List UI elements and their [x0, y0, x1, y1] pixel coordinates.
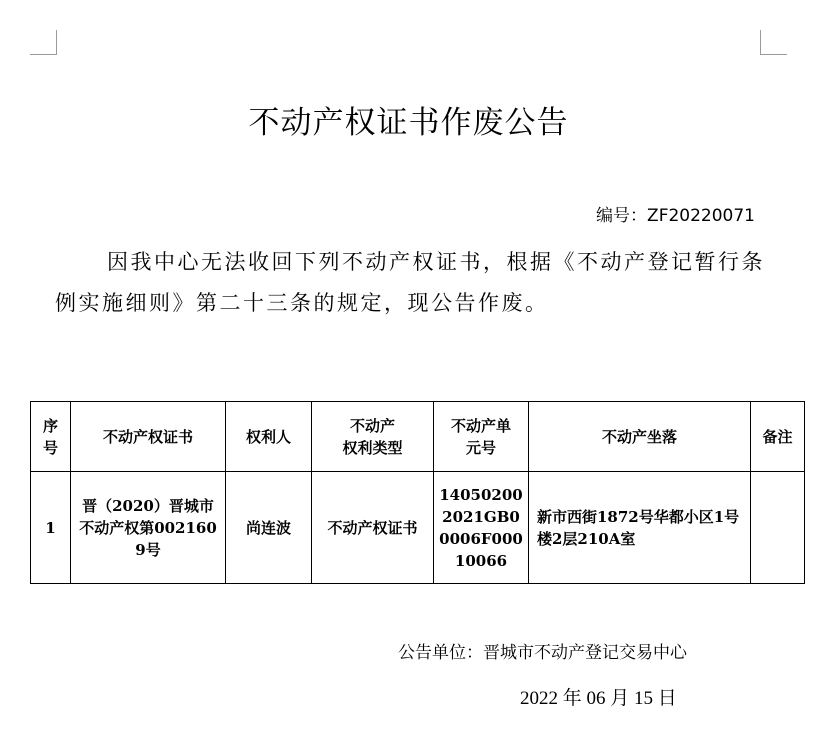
serial-value: ZF20220071 — [647, 206, 755, 226]
header-cert: 不动产权证书 — [71, 402, 226, 472]
issue-date: 2022 年 06 月 15 日 — [520, 688, 677, 709]
header-location: 不动产坐落 — [529, 402, 751, 472]
certificate-table — [30, 401, 805, 584]
cell-holder: 尚连波 — [226, 472, 312, 584]
cell-right-type: 不动产权证书 — [312, 472, 434, 584]
table-row — [31, 472, 805, 584]
header-unit-no: 不动产单 元号 — [434, 402, 529, 472]
announcement-paragraph — [55, 242, 765, 324]
cell-remark — [751, 472, 805, 584]
serial-number — [596, 204, 755, 228]
cell-seq: 1 — [31, 472, 71, 584]
cell-cert: 晋（2020）晋城市不动产权第0021609号 — [71, 472, 226, 584]
cell-unit-no: 140502002021GB00006F00010066 — [434, 472, 529, 584]
page-title: 不动产权证书作废公告 — [248, 105, 569, 141]
page-corner-mark-top-left — [30, 30, 57, 55]
announcement-text: 因我中心无法收回下列不动产权证书，根据《不动产登记暂行条例实施细则》第二十三条的规定，现公告作废。 — [55, 250, 765, 315]
table-header-row — [31, 402, 805, 472]
header-seq: 序 号 — [31, 402, 71, 472]
header-remark: 备注 — [751, 402, 805, 472]
cell-location: 新市西街1872号华都小区1号楼2层210A室 — [529, 472, 751, 584]
header-holder: 权利人 — [226, 402, 312, 472]
serial-label: 编号： — [596, 206, 648, 226]
page-corner-mark-top-right — [760, 30, 787, 55]
header-right-type: 不动产 权利类型 — [312, 402, 434, 472]
issuing-organization: 公告单位：晋城市不动产登记交易中心 — [398, 643, 687, 663]
